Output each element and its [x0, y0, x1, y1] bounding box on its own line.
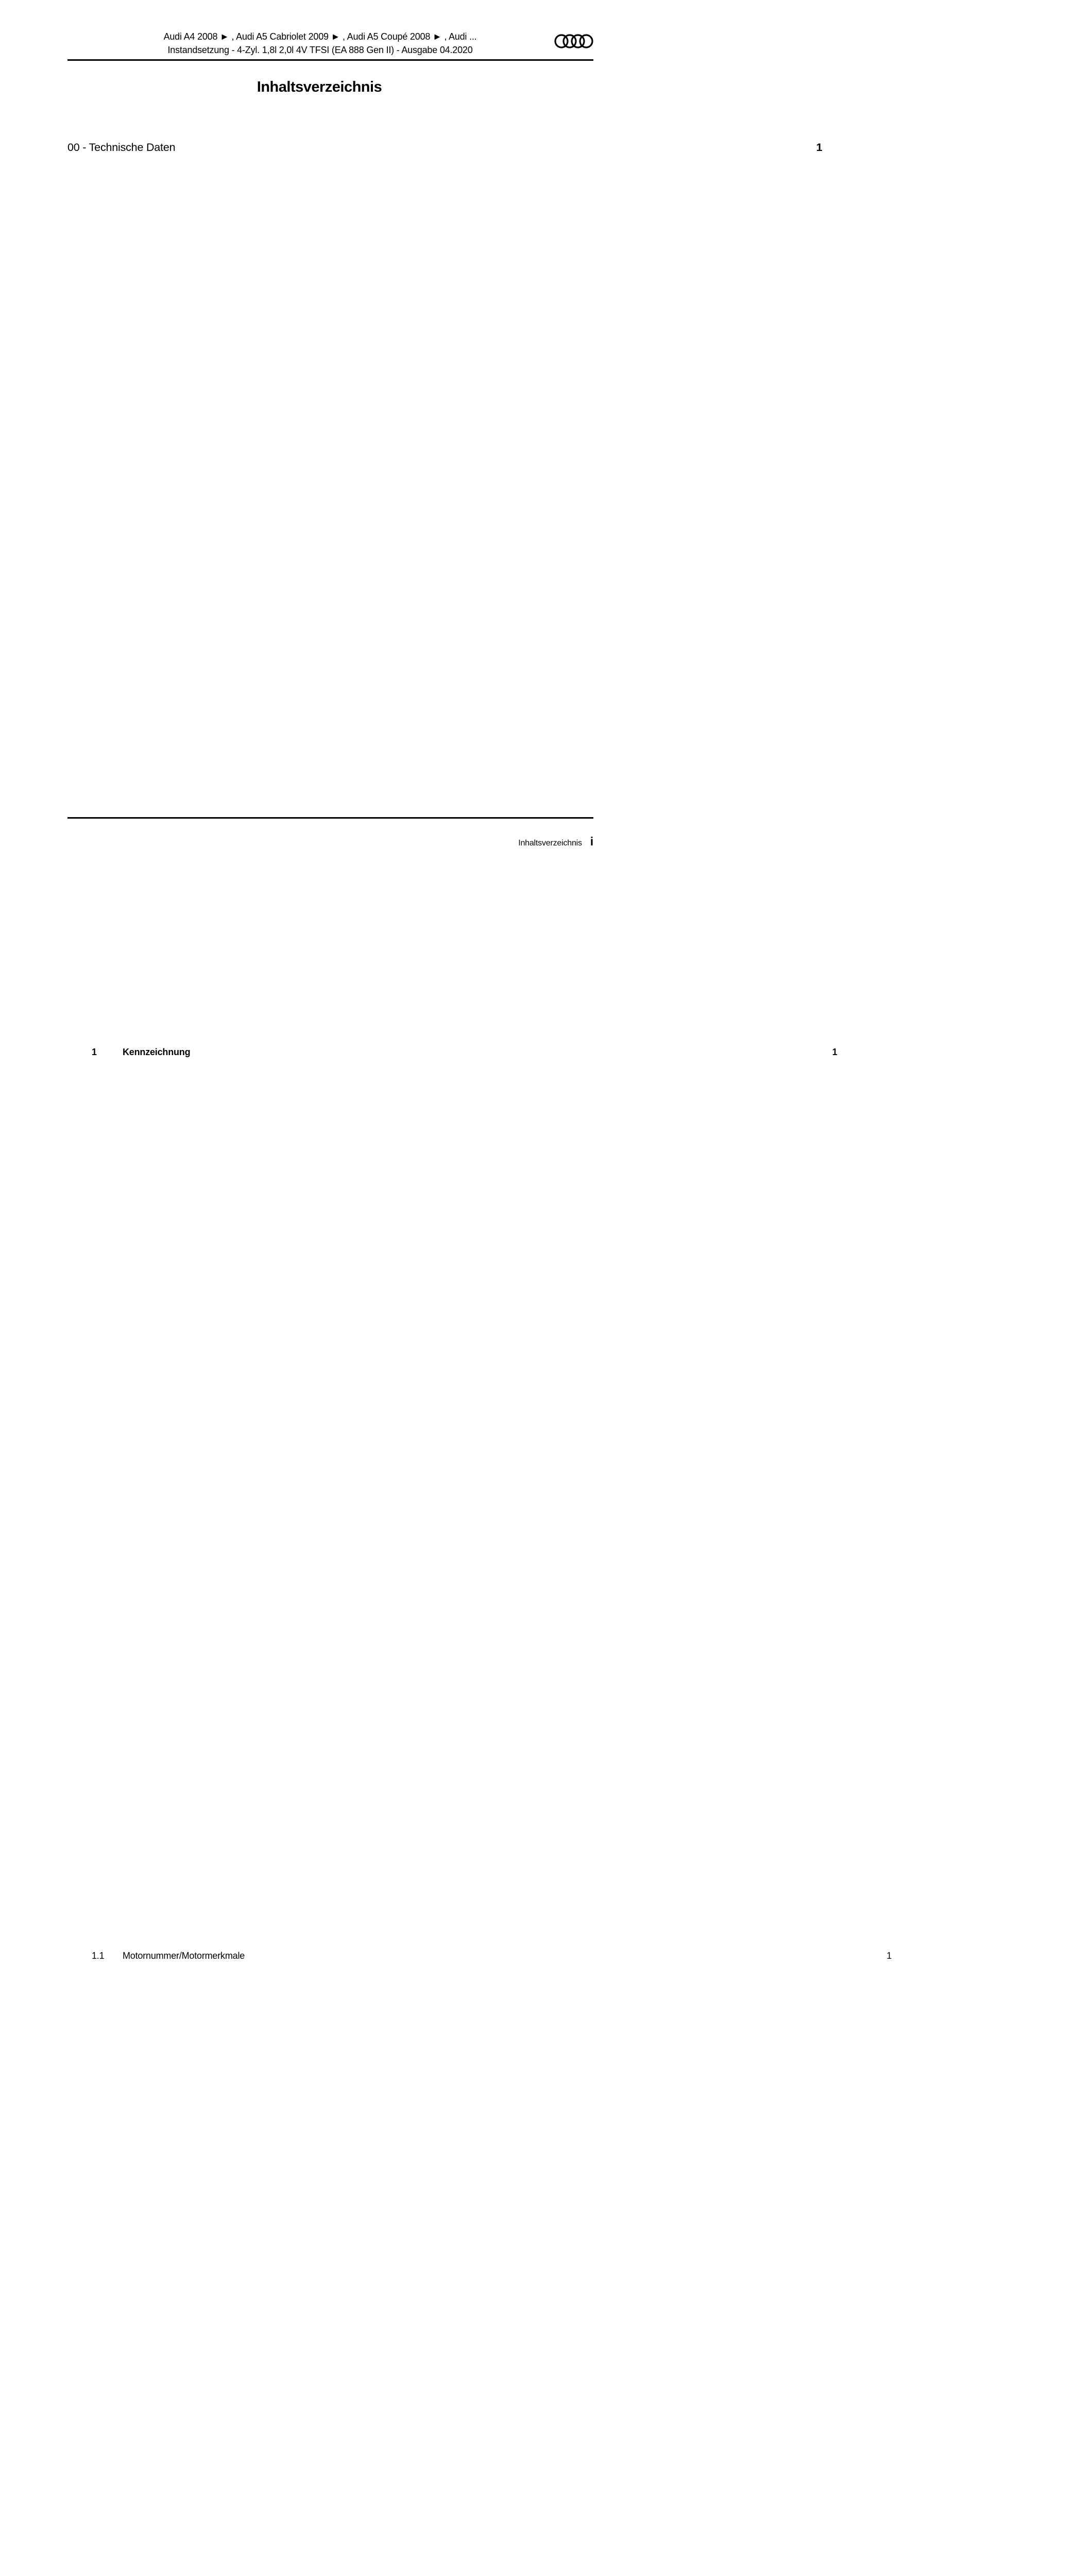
toc-entry-row: [67, 1950, 892, 2576]
toc-chapter-row: [67, 140, 823, 1043]
chapter-page-number: 1: [183, 140, 822, 1043]
entry-page-number: 1: [253, 1950, 892, 2576]
page-footer: [67, 835, 593, 849]
entry-title: Motornummer/Motormerkmale: [123, 1951, 245, 1961]
entry-number: 1: [92, 1047, 97, 1057]
entry-number: 1.1: [92, 1951, 105, 1961]
entry-title: Kennzeichnung: [123, 1047, 191, 1057]
toc: [67, 130, 892, 2576]
page-header: [67, 30, 593, 57]
footer-rule: [67, 817, 593, 819]
toc-entry-row: [67, 1046, 838, 1950]
header-rule: [67, 59, 593, 61]
chapter-title: 00 - Technische Daten: [67, 141, 176, 154]
entry-page-number: 1: [198, 1046, 837, 1950]
footer-page-number: i: [590, 835, 593, 848]
audi-rings-icon: [554, 33, 593, 49]
header-vehicle-line: Audi A4 2008 ► , Audi A5 Cabriolet 2009 ► , Audi A5 Coupé 2008 ► , Audi ...: [163, 31, 477, 42]
header-doc-line: Instandsetzung - 4-Zyl. 1,8l 2,0l 4V TFSI (EA 888 Gen II) - Ausgabe 04.2020: [167, 45, 473, 55]
page-title: Inhaltsverzeichnis: [257, 79, 382, 95]
footer-label: Inhaltsverzeichnis: [518, 839, 582, 848]
